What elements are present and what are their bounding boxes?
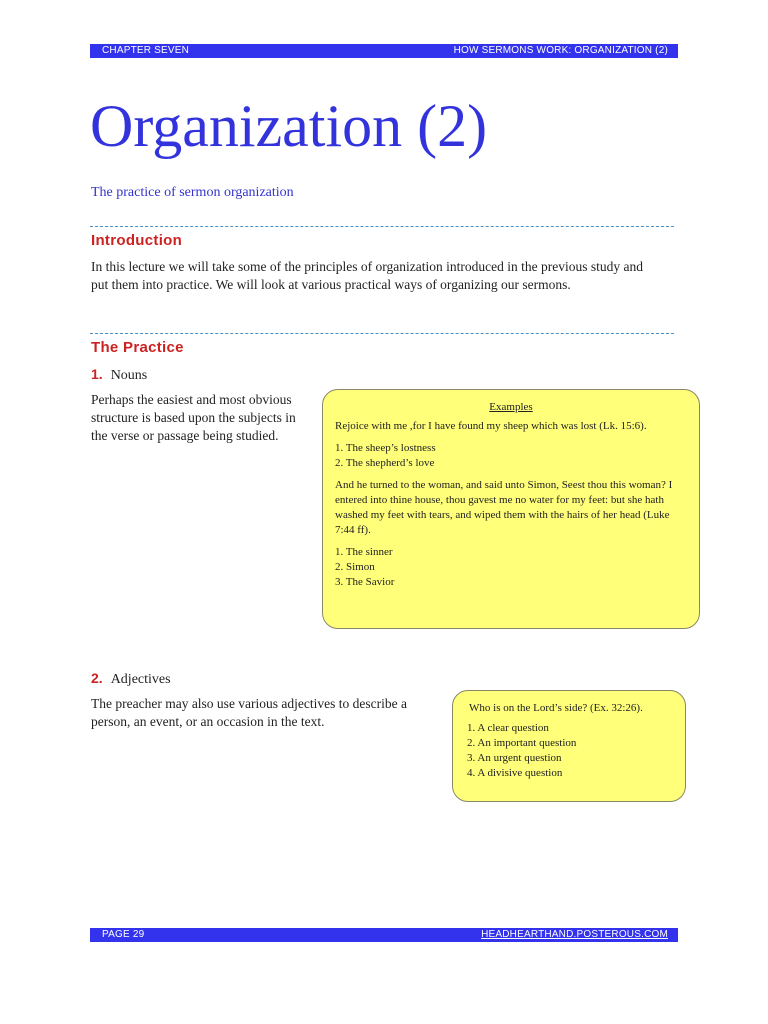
item-number: 1. [91,366,103,382]
adjectives-text: The preacher may also use various adjectives to describe a person, an event, or an occasion in the text. [91,696,407,729]
chapter-label: CHAPTER SEVEN [102,45,190,56]
nouns-text: Perhaps the easiest and most obvious structure is based upon the subjects in the verse or passage being studied. [91,392,296,443]
list-item: 1. The sheep’s lostness [335,442,436,454]
example-list [467,721,673,781]
list-item: 2. The shepherd’s love [335,457,435,469]
examples-title: Examples [489,401,533,413]
list-item: 1. The sinner [335,546,393,558]
item-label: Nouns [110,368,148,383]
running-title: HOW SERMONS WORK: ORGANIZATION (2) [453,45,668,56]
practice-heading: The Practice [91,339,184,356]
list-item: 3. The Savior [335,576,395,588]
example-list [335,545,687,590]
examples-box-nouns [322,389,700,629]
list-item: 4. A divisive question [467,767,563,779]
example-verse: And he turned to the woman, and said unto Simon, Seest thou this woman? I entered into thine house, thou gavest me no water for my feet: but she hath washed my feet with tears, and wiped them with the hairs of her head (Luke 7:44 ff). [335,479,673,536]
example-list [335,441,687,471]
example-verse: Who is on the Lord’s side? (Ex. 32:26). [469,702,643,714]
introduction-heading: Introduction [91,232,183,249]
examples-box-adjectives [452,690,686,802]
item-label: Adjectives [110,672,171,687]
section-divider [90,333,674,334]
item-heading-adjectives [91,670,171,688]
list-item: 1. A clear question [467,722,549,734]
item-heading-nouns [91,366,147,384]
page-number: PAGE 29 [102,929,145,940]
page-title: Organization (2) [90,93,488,159]
item-number: 2. [91,670,103,686]
list-item: 3. An urgent question [467,752,562,764]
site-link[interactable]: HEADHEARTHAND.POSTEROUS.COM [481,929,668,940]
page-subtitle: The practice of sermon organization [91,185,294,200]
header-bar [90,44,678,58]
footer-bar [90,928,678,942]
example-verse: Rejoice with me ,for I have found my sheep which was lost (Lk. 15:6). [335,420,647,432]
list-item: 2. An important question [467,737,577,749]
list-item: 2. Simon [335,561,375,573]
introduction-text: In this lecture we will take some of the principles of organization introduced in the previous study and put them into practice. We will look at various practical ways of organizing our sermons. [91,259,643,292]
section-divider [90,226,674,227]
